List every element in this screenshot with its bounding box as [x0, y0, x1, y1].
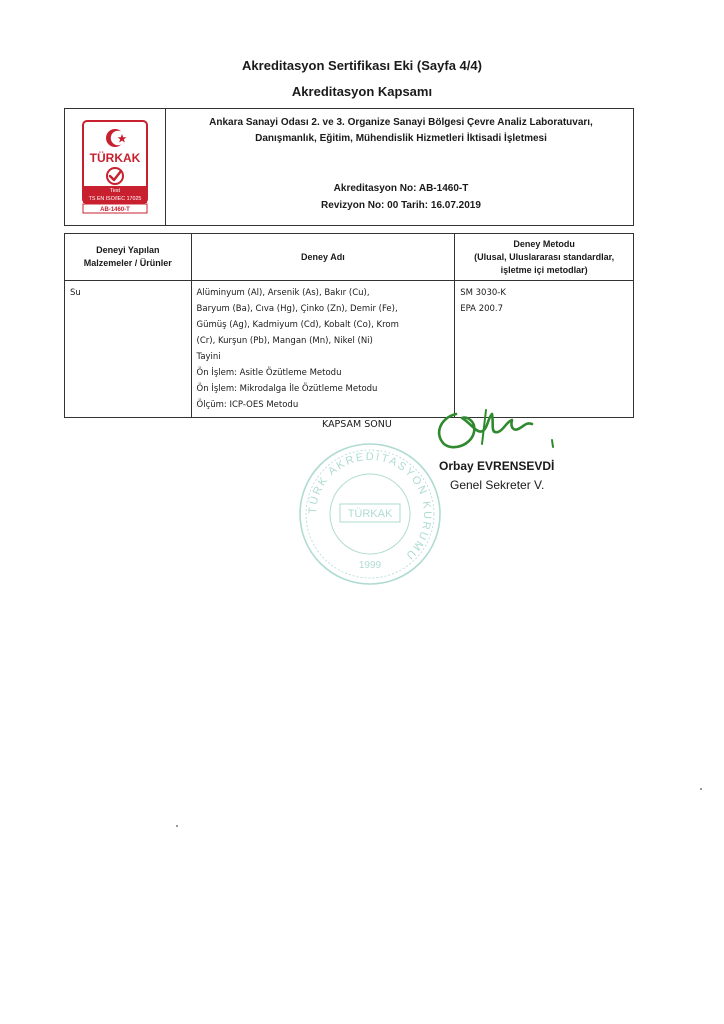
signer-title: Genel Sekreter V. — [450, 478, 545, 492]
header-test-name: Deney Adı — [191, 234, 455, 281]
logo-cell — [65, 109, 166, 225]
logo-line3: AB-1460-T — [100, 207, 130, 213]
revision-info: Revizyon No: 00 Tarih: 16.07.2019 — [321, 200, 481, 211]
document-subtitle: Akreditasyon Kapsamı — [291, 84, 433, 99]
test-line: Ön İşlem: Asitle Özütleme Metodu — [196, 368, 342, 378]
document-title: Akreditasyon Sertifikası Eki (Sayfa 4/4) — [242, 58, 482, 73]
seal-year: 1999 — [358, 560, 382, 571]
test-line: Baryum (Ba), Cıva (Hg), Çinko (Zn), Demir (Fe), — [196, 304, 398, 314]
signer-name: Orbay EVRENSEVDİ — [439, 459, 555, 473]
test-line: Tayini — [196, 352, 221, 362]
scan-speck — [176, 825, 178, 827]
header-materials-l2: Malzemeler / Ürünler — [83, 258, 172, 268]
scan-speck — [700, 788, 702, 790]
test-line: (Cr), Kurşun (Pb), Mangan (Mn), Nikel (Ni) — [196, 336, 373, 346]
header-method-l1: Deney Metodu — [513, 238, 575, 249]
cell-material: Su — [65, 281, 192, 418]
header-materials-l1: Deneyi Yapılan — [96, 245, 160, 255]
header-method-l3: işletme içi metodlar) — [500, 264, 588, 275]
header-materials — [65, 234, 192, 281]
header-method — [455, 234, 634, 281]
method-line: SM 3030-K — [460, 288, 506, 298]
official-seal — [296, 440, 444, 588]
test-line: Ön İşlem: Mikrodalga İle Özütleme Metodu — [196, 384, 378, 394]
signature — [428, 400, 564, 460]
accreditation-number: Akreditasyon No: AB-1460-T — [333, 183, 469, 194]
method-line: EPA 200.7 — [460, 304, 504, 314]
table-header-row — [65, 234, 634, 281]
logo-line2: TS EN ISO/IEC 17025 — [88, 196, 142, 202]
logo-brand: TÜRKAK — [89, 151, 141, 165]
test-line: Alüminyum (Al), Arsenik (As), Bakır (Cu), — [196, 288, 370, 298]
header-method-l2: (Ulusal, Uluslararası standardlar, — [474, 251, 615, 262]
table-row — [65, 281, 634, 418]
lab-name-line2: Danışmanlık, Eğitim, Mühendislik Hizmetleri İktisadi İşletmesi — [255, 133, 547, 144]
lab-name-line1: Ankara Sanayi Odası 2. ve 3. Organize Sanayi Bölgesi Çevre Analiz Laboratuvarı, — [209, 117, 593, 128]
cell-method — [455, 281, 634, 418]
test-line: Gümüş (Ag), Kadmiyum (Cd), Kobalt (Co), Krom — [196, 320, 399, 330]
cell-test-name — [191, 281, 455, 418]
scope-table — [64, 233, 634, 418]
seal-ring-text: TÜRK AKREDİTASYON KURUMU — [306, 450, 434, 563]
seal-center-text: TÜRKAK — [347, 508, 393, 520]
test-line: Ölçüm: ICP-OES Metodu — [196, 400, 299, 410]
logo-line1: Test — [109, 188, 121, 194]
turkak-logo — [82, 120, 148, 216]
scope-end-label: KAPSAM SONU — [322, 419, 392, 430]
accreditation-header — [64, 108, 634, 226]
lab-name — [173, 115, 629, 147]
